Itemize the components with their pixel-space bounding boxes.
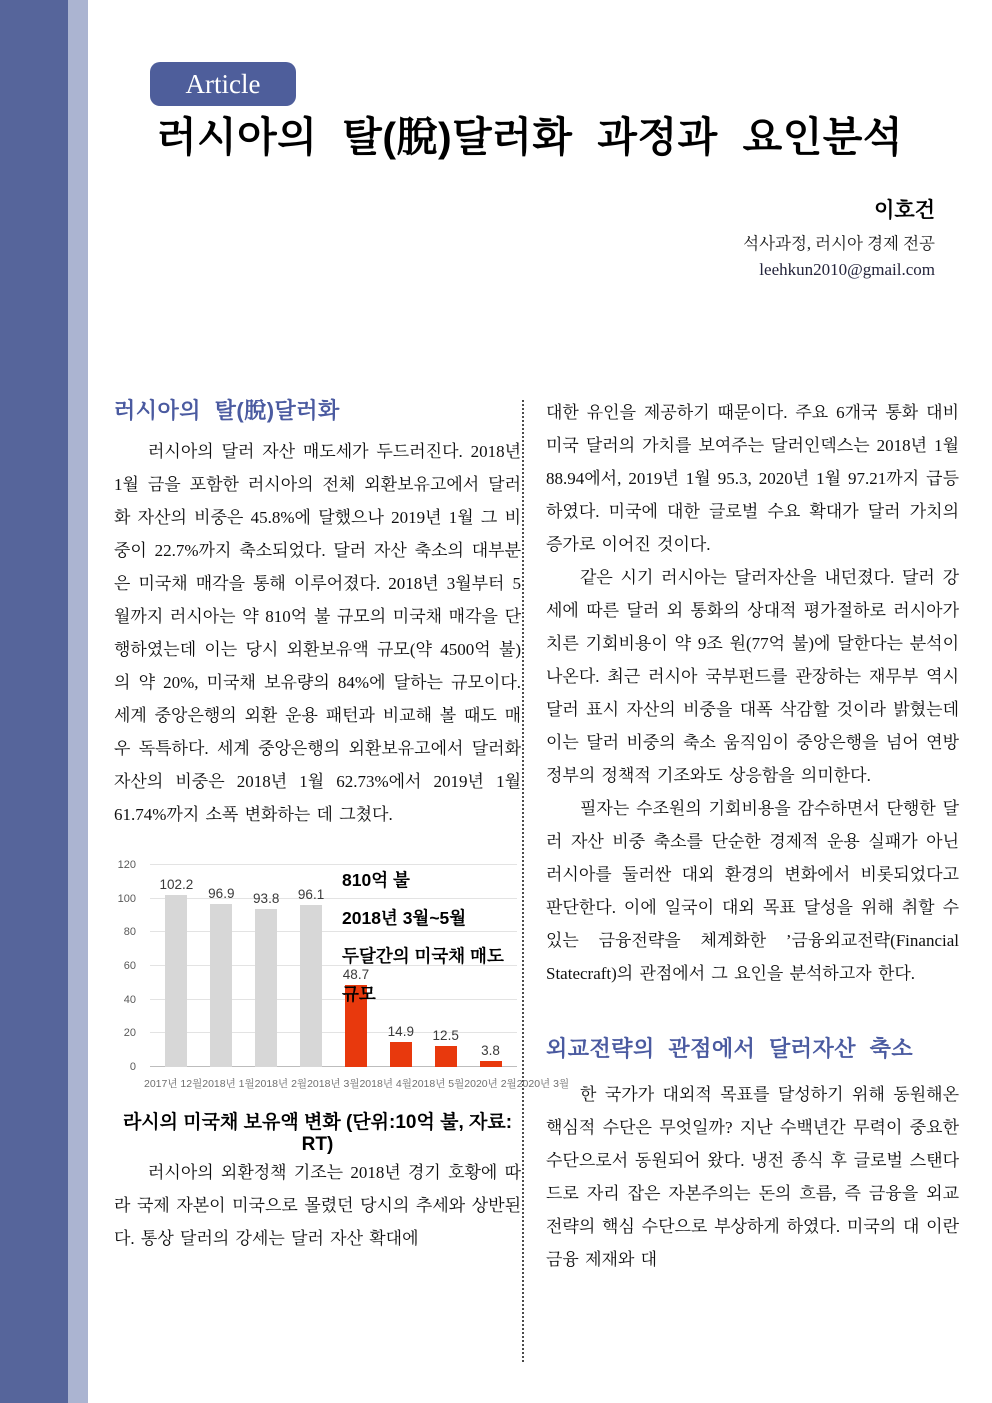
chart-bar: [390, 1042, 412, 1067]
chart-bar: [165, 895, 187, 1067]
right-column: [546, 396, 959, 1276]
chart-bar: [480, 1061, 502, 1067]
chart-annotation-line: 두달간의 미국채 매도 규모: [342, 946, 504, 1004]
us-treasury-holdings-chart: [114, 857, 570, 1093]
column-divider: [522, 400, 524, 1362]
chart-bar-slot: [244, 865, 289, 1067]
chart-bar-slot: [199, 865, 244, 1067]
paragraph-right-2: 같은 시기 러시아는 달러자산을 내던졌다. 달러 강세에 따른 달러 외 통화의 상대적 평가절하로 러시아가 치른 기회비용이 약 9조 원(77억 불)에 달한다는 분석이 나온다. 최근 러시아 국부펀드를 관장하는 재무부 역시 달러 표시 자산의 비중을 대폭 삭감할 것이라 밝혔는데 이는 달러 비중의 축소 움직임이 중앙은행을 넘어 연방정부의 정책적 기조와도 상응함을 의미한다.: [546, 568, 959, 785]
section-heading-dedollarization: 러시아의 탈(脫)달러화: [114, 398, 340, 423]
chart-x-tick-label: 2020년 3월: [516, 1078, 570, 1090]
chart-bar-slot: [289, 865, 334, 1067]
chart-bar-value-label: 102.2: [159, 876, 194, 892]
author-affiliation: 석사과정, 러시아 경제 전공: [743, 234, 935, 253]
paragraph-left-1: 러시아의 달러 자산 매도세가 두드러진다. 2018년 1월 금을 포함한 러시아의 전체 외환보유고에서 달러화 자산의 비중은 45.8%에 달했으나 2019년 1월 그 비중이 22.7%까지 축소되었다. 달러 자산 축소의 대부분은 미국채 매각을 통해 이루어졌다. 2018년 3월부터 5월까지 러시아는 약 810억 불 규모의 미국채 매각을 단행하였는데 이는 당시 외환보유액 규모(약 4500억 불)의 약 20%, 미국채 보유량의 84%에 달하는 규모이다. 세계 중앙은행의 외환 운용 패턴과 비교해 볼 때도 매우 독특하다. 세계 중앙은행의 외환보유고에서 달러화 자산의 비중은 2018년 1월 62.73%에서 2019년 1월 61.74%까지 소폭 변화하는 데 그쳤다.: [114, 442, 521, 824]
chart-bar-value-label: 96.1: [297, 887, 325, 903]
chart-annotation-line: 2018년 3월~5월: [342, 908, 467, 928]
chart-x-tick-label: 2020년 2월: [464, 1078, 517, 1090]
author-email: leehkun2010@gmail.com: [759, 260, 935, 279]
chart-x-axis: [144, 1076, 570, 1091]
paragraph-left-2: 러시아의 외환정책 기조는 2018년 경기 호황에 따라 국제 자본이 미국으로 몰렸던 당시의 추세와 상반된다. 통상 달러의 강세는 달러 자산 확대에: [114, 1163, 521, 1248]
chart-y-tick-label: 80: [123, 926, 136, 939]
chart-x-tick-label: 2018년 2월: [254, 1078, 308, 1090]
chart-y-tick-label: 120: [117, 859, 136, 871]
section-heading-diplomacy: 외교전략의 관점에서 달러자산 축소: [546, 1036, 914, 1061]
page-title: 러시아의 탈(脫)달러화 과정과 요인분석: [156, 114, 904, 160]
chart-y-tick-label: 20: [123, 1027, 136, 1040]
chart-y-tick-label: 40: [123, 993, 136, 1006]
chart-bar-value-label: 3.8: [481, 1042, 500, 1058]
chart-bar-value-label: 93.8: [253, 891, 280, 907]
chart-x-tick-label: 2018년 4월: [359, 1078, 412, 1090]
paragraph-right-1: 대한 유인을 제공하기 때문이다. 주요 6개국 통화 대비 미국 달러의 가치를 보여주는 달러인덱스는 2018년 1월 88.94에서, 2019년 1월 95.3, 2020년 1월 97.21까지 급등하였다. 미국에 대한 글로벌 수요 확대가 달러 가치의 증가로 이어진 것이다.: [546, 403, 959, 554]
left-column: [114, 396, 570, 1255]
chart-x-tick-label: 2018년 5월: [411, 1078, 465, 1090]
sidebar-accent-bar-light: [68, 0, 88, 1403]
chart-y-axis: [114, 859, 140, 1073]
chart-bar-slot: [154, 865, 199, 1067]
author-block: [743, 194, 935, 283]
chart-y-tick-label: 100: [117, 892, 136, 905]
chart-y-tick-label: 60: [123, 960, 136, 972]
chart-bar: [210, 904, 232, 1067]
chart-y-tick-label: 0: [129, 1061, 136, 1073]
paragraph-right-4: 한 국가가 대외적 목표를 달성하기 위해 동원해온 핵심적 수단은 무엇일까? 지난 수백년간 무력이 중요한 수단으로서 동원되어 왔다. 냉전 종식 후 글로벌 스탠다드로 자리 잡은 자본주의는 돈의 흐름, 즉 금융을 외교전략의 핵심 수단으로 부상하게 하였다. 미국의 대 이란 금융 제재와 대: [546, 1085, 959, 1269]
article-badge: Article: [150, 62, 296, 106]
chart-bar: [255, 909, 277, 1067]
chart-caption: 라시의 미국채 보유액 변화 (단위:10억 불, 자료: RT): [122, 1112, 513, 1155]
paragraph-right-3: 필자는 수조원의 기회비용을 감수하면서 단행한 달러 자산 비중 축소를 단순한 경제적 운용 실패가 아닌 러시아를 둘러싼 대외 환경의 변화에서 비롯되었다고 판단한다. 이에 일국이 대외 목표 달성을 위해 취할 수 있는 금융전략을 체계화한 ’금융외교전략(Financial Statecraft)의 관점에서 그 요인을 분석하고자 한다.: [546, 799, 959, 983]
chart-bar: [435, 1046, 457, 1067]
chart-bar-value-label: 48.7: [342, 967, 370, 983]
chart-x-tick-label: 2017년 12월: [144, 1078, 203, 1090]
chart-annotation-line: 810억 불: [342, 870, 410, 890]
author-name: 이호건: [874, 199, 935, 222]
chart-annotation: [342, 861, 521, 1013]
chart-bar-value-label: 96.9: [208, 885, 235, 901]
sidebar-accent-bar-dark: [0, 0, 68, 1403]
chart-bar-value-label: 12.5: [432, 1027, 459, 1043]
chart-x-tick-label: 2018년 1월: [202, 1078, 255, 1090]
chart-bar: [300, 905, 322, 1067]
chart-x-tick-label: 2018년 3월: [307, 1078, 360, 1090]
chart-bar-value-label: 14.9: [387, 1023, 414, 1039]
